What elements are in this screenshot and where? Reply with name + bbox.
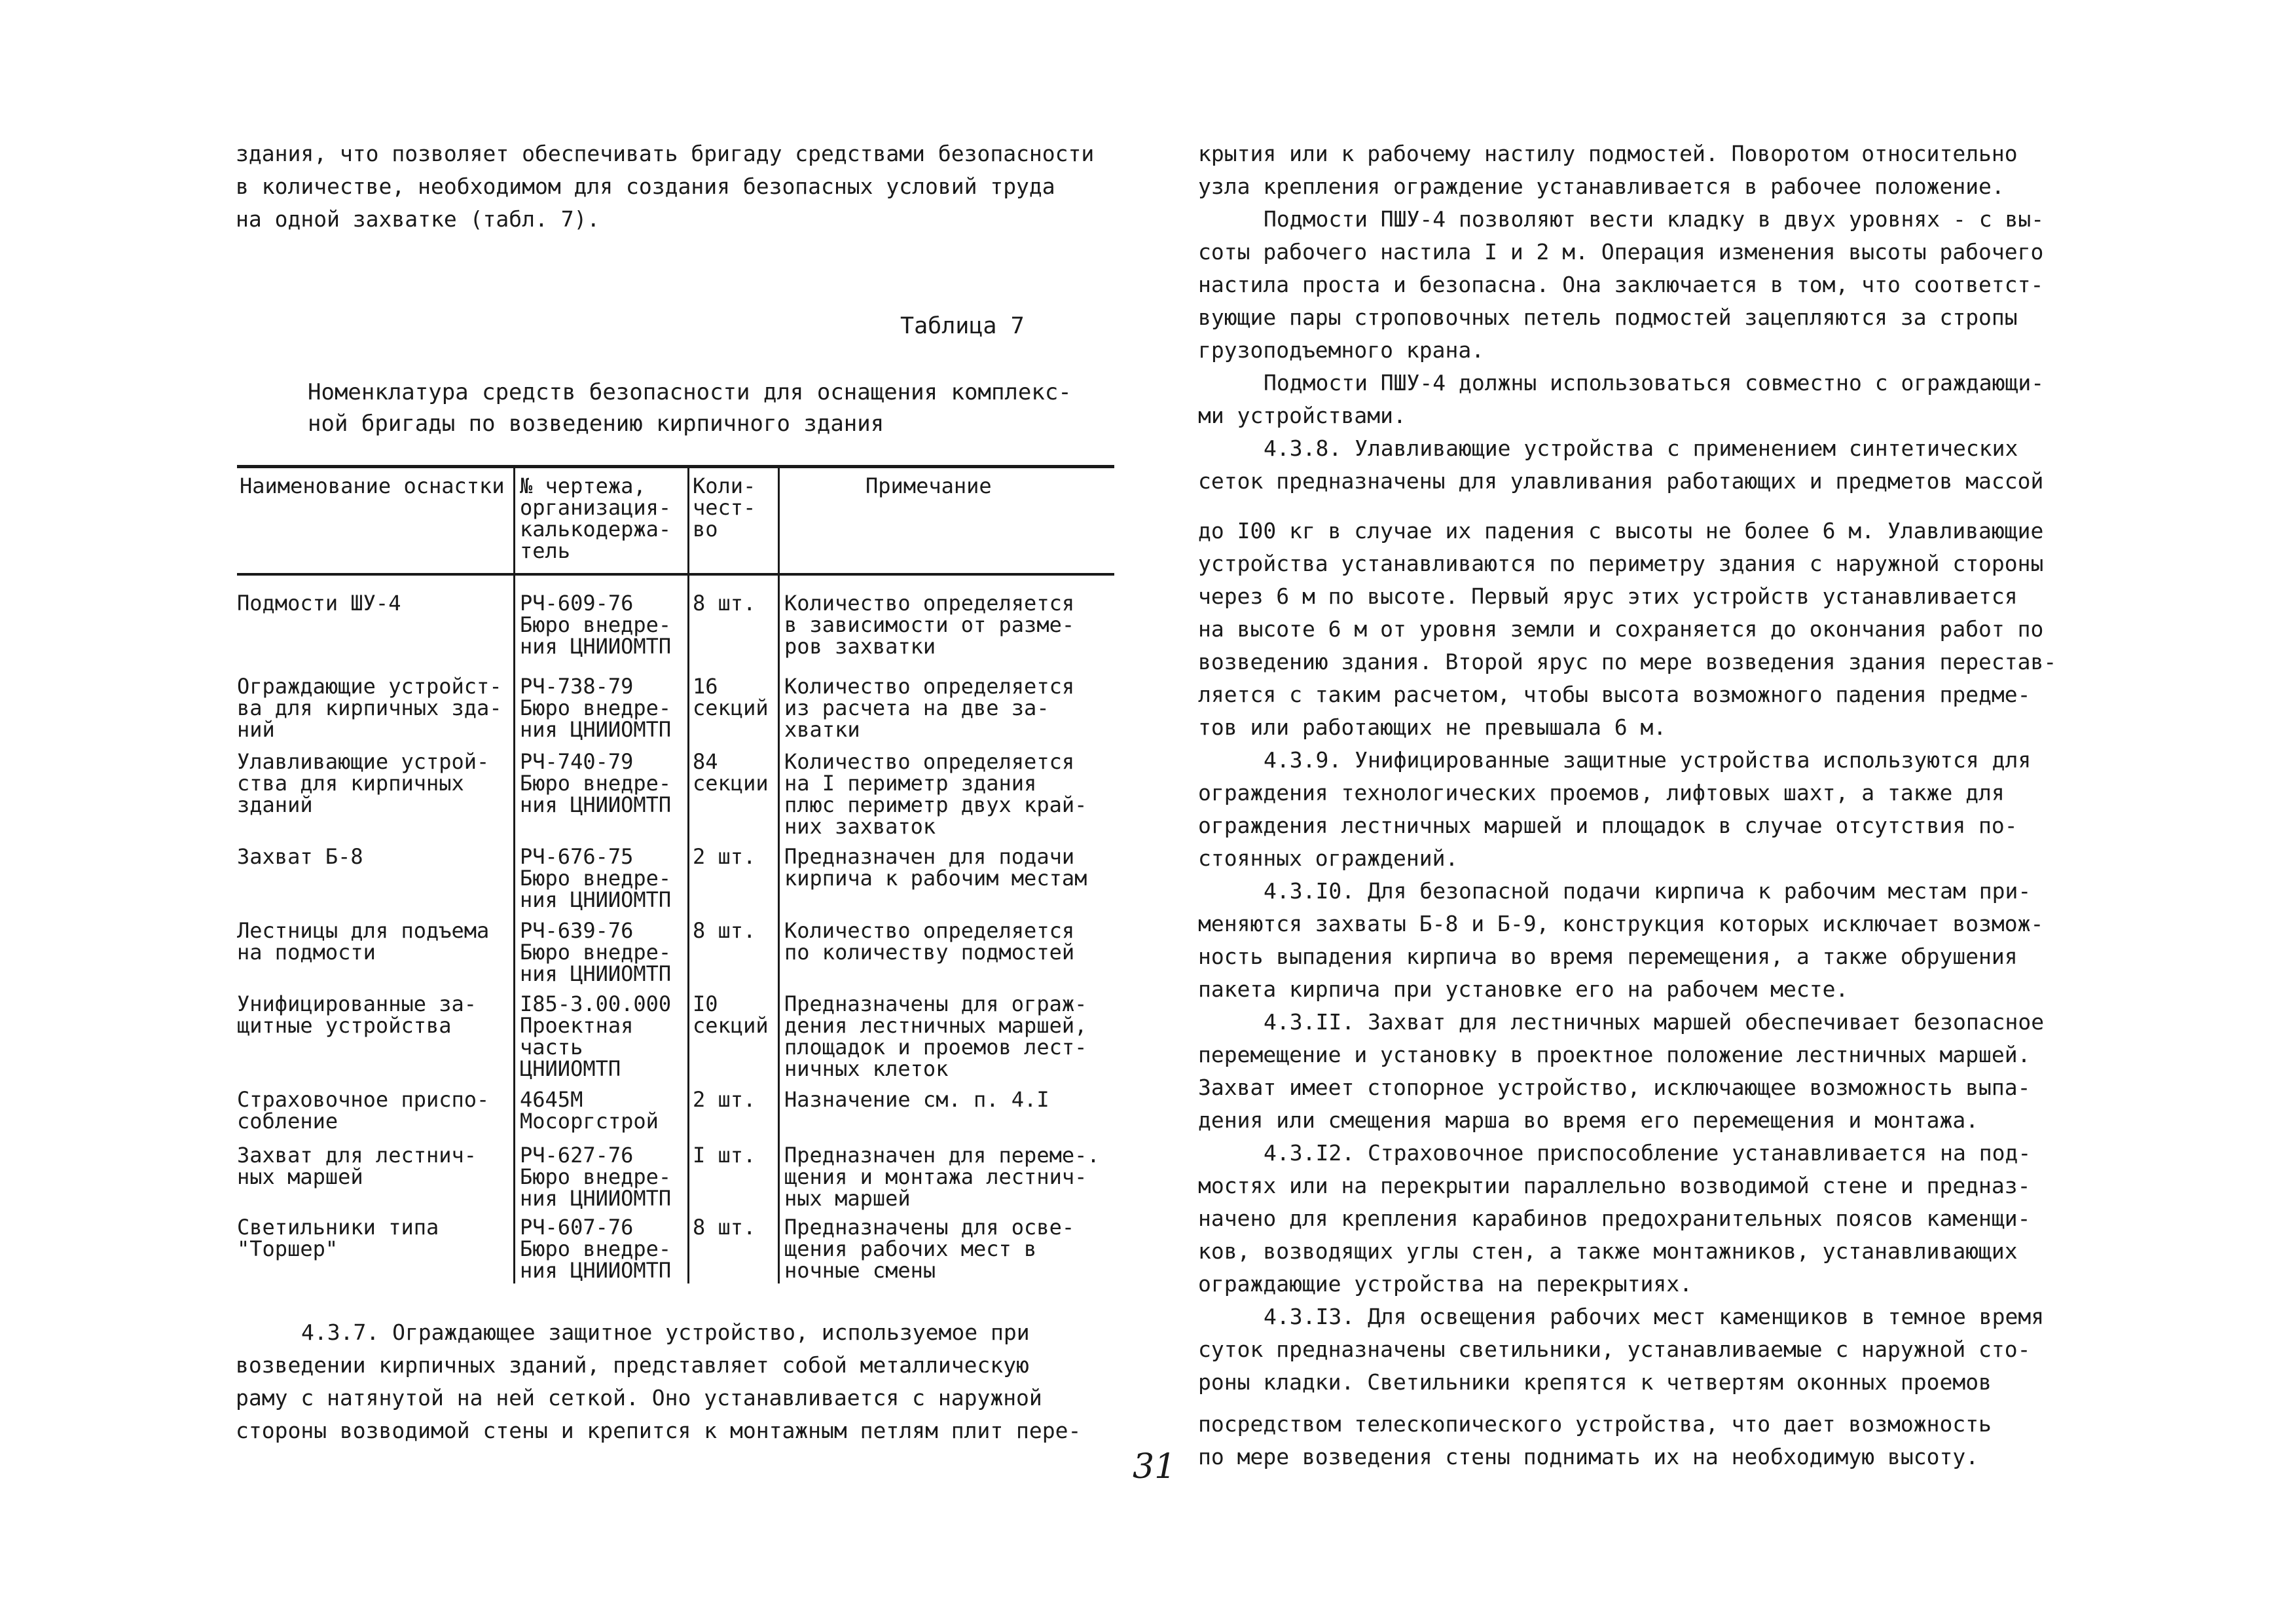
- paragraph-4-3-11: 4.3.II. Захват для лестничных маршей обеспечивает безопасное перемещение и установку в проектное положение лестничных маршей. Захват имеет стопорное устройство, исключающее возможность выпа- дения или смещения марша во время его перемещения и монтажа.: [1198, 1009, 2045, 1133]
- table-cell-note: Назначение см. п. 4.I: [784, 1087, 1049, 1112]
- left-column: [236, 138, 1133, 236]
- table-column-divider: [513, 465, 515, 1283]
- table-header-rule: [237, 573, 1114, 576]
- intro-paragraph: здания, что позволяет обеспечивать бригаду средствами безопасности в количестве, необходимом для создания безопасных условий труда на одной захватке (табл. 7).: [236, 141, 1095, 232]
- table-cell-note: Количество определяется на I периметр здания плюс периметр двух край- них захваток: [784, 749, 1087, 839]
- table-header-drawing: № чертежа, организация- калькодержа- тель: [520, 473, 672, 563]
- table-cell-quantity: 2 шт.: [693, 844, 756, 869]
- table-cell-drawing: РЧ-609-76 Бюро внедре- ния ЦНИИОМТП: [520, 591, 672, 659]
- table-caption: Номенклатура средств безопасности для оснащения комплекс- ной бригады по возведению кирпичного здания: [308, 379, 1072, 437]
- table-cell-quantity: 8 шт.: [693, 918, 756, 943]
- paragraph-4-3-8: 4.3.8. Улавливающие устройства с применением синтетических сеток предназначены для улавливания работающих и предметов массой: [1198, 435, 2044, 494]
- table-cell-name: Улавливающие устрой- ства для кирпичных зданий: [237, 749, 490, 817]
- table-header-name: Наименование оснастки: [240, 473, 505, 498]
- table-cell-quantity: 16 секций: [693, 674, 769, 720]
- table-cell-drawing: 4645М Мосоргстрой: [520, 1087, 659, 1134]
- paragraph-4-3-9: 4.3.9. Унифицированные защитные устройства используются для ограждения технологических проемов, лифтовых шахт, а также для ограждения лестничных маршей и площадок в случае отсутствия по- стоянных ограждений.: [1198, 747, 2032, 871]
- table-cell-quantity: 84 секции: [693, 749, 769, 796]
- table-column-divider: [778, 465, 780, 1283]
- table-cell-note: Предназначены для ограж- дения лестничных маршей, площадок и проемов лест- ничных клеток: [784, 991, 1087, 1081]
- table-cell-drawing: РЧ-740-79 Бюро внедре- ния ЦНИИОМТП: [520, 749, 672, 817]
- paragraph-4-3-13-cont: посредством телескопического устройства, что дает возможность по мере возведения стены поднимать их на необходимую высоту.: [1198, 1411, 1992, 1469]
- paragraph-pshu4-use: Подмости ПШУ-4 должны использоваться совместно с ограждающи- ми устройствами.: [1198, 370, 2045, 428]
- table-cell-note: Количество определяется по количеству подмостей: [784, 918, 1075, 965]
- paragraph-pshu4-levels: Подмости ПШУ-4 позволяют вести кладку в двух уровнях - с вы- соты рабочего настила I и 2 м. Операция изменения высоты рабочего настила проста и безопасна. Она заключается в том, что соответст- вующие пары строповочных петель подмостей зацепляются за стропы грузоподъемного крана.: [1198, 206, 2045, 363]
- table-cell-quantity: 8 шт.: [693, 591, 756, 616]
- paragraph-4-3-12: 4.3.I2. Страховочное приспособление устанавливается на под- мостях или на перекрытии параллельно возводимой стене и предназ- начено для крепления карабинов предохранительных поясов каменщи- ков, возводящих углы стен, а также монтажников, устанавливающих ограждающие устройства на перекрытиях.: [1198, 1140, 2032, 1297]
- paragraph-4-3-7-container: [236, 1316, 1139, 1447]
- table-cell-name: Лестницы для подъема на подмости: [237, 918, 490, 965]
- table-cell-note: Предназначен для переме-. щения и монтажа лестнич- ных маршей: [784, 1143, 1100, 1211]
- table-cell-drawing: РЧ-627-76 Бюро внедре- ния ЦНИИОМТП: [520, 1143, 672, 1211]
- table-cell-quantity: 8 шт.: [693, 1215, 756, 1240]
- table-cell-name: Страховочное приспо- собление: [237, 1087, 490, 1134]
- paragraph-4-3-13: 4.3.I3. Для освещения рабочих мест каменщиков в темное время суток предназначены светильники, устанавливаемые с наружной сто- роны кладки. Светильники крепятся к четвертям оконных проемов: [1198, 1304, 2045, 1395]
- table-cell-drawing: РЧ-738-79 Бюро внедре- ния ЦНИИОМТП: [520, 674, 672, 742]
- right-column: [1198, 138, 2102, 1473]
- table-cell-note: Количество определяется из расчета на две за- хватки: [784, 674, 1075, 742]
- table-cell-drawing: I85-3.00.000 Проектная часть ЦНИИОМТП: [520, 991, 672, 1081]
- table-cell-quantity: I шт.: [693, 1143, 756, 1168]
- table-top-rule: [237, 465, 1114, 468]
- table-cell-quantity: 2 шт.: [693, 1087, 756, 1112]
- table-cell-note: Предназначены для осве- щения рабочих мест в ночные смены: [784, 1215, 1075, 1283]
- table-column-divider: [687, 465, 689, 1283]
- page-number: 31: [1133, 1447, 1176, 1486]
- table-cell-name: Захват для лестнич- ных маршей: [237, 1143, 477, 1189]
- paragraph-4-3-8-cont: до I00 кг в случае их падения с высоты не более 6 м. Улавливающие устройства устанавливаются по периметру здания с наружной стороны через 6 м по высоте. Первый ярус этих устройств устанавливается на высоте 6 м от уровня земли и сохраняется до окончания работ по возведению здания. Второй ярус по мере возведения здания перестав- ляется с таким расчетом, чтобы высота возможного падения предме- тов или работающих не превышала 6 м.: [1198, 518, 2057, 740]
- table-header-note: Примечание: [866, 473, 992, 498]
- paragraph-continuation: крытия или к рабочему настилу подмостей. Поворотом относительно узла крепления ограждение устанавливается в рабочее положение.: [1198, 141, 2018, 199]
- table-cell-note: Предназначен для подачи кирпича к рабочим местам: [784, 844, 1087, 891]
- table-label: Таблица 7: [900, 313, 1025, 339]
- table-cell-name: Захват Б-8: [237, 844, 363, 869]
- table-cell-note: Количество определяется в зависимости от разме- ров захватки: [784, 591, 1075, 659]
- paragraph-4-3-10: 4.3.I0. Для безопасной подачи кирпича к рабочим местам при- меняются захваты Б-8 и Б-9, конструкция которых исключает возмож- ность выпадения кирпича во время перемещения, а также обрушения пакета кирпича при установке его на рабочем месте.: [1198, 878, 2044, 1002]
- table-cell-name: Светильники типа "Торшер": [237, 1215, 439, 1261]
- table-cell-drawing: РЧ-676-75 Бюро внедре- ния ЦНИИОМТП: [520, 844, 672, 912]
- table-cell-name: Унифицированные за- щитные устройства: [237, 991, 477, 1038]
- table-header-quantity: Коли- чест- во: [693, 473, 756, 542]
- table-cell-name: Подмости ШУ-4: [237, 591, 401, 616]
- table-cell-name: Ограждающие устройст- ва для кирпичных зда- ний: [237, 674, 502, 742]
- table-cell-drawing: РЧ-607-76 Бюро внедре- ния ЦНИИОМТП: [520, 1215, 672, 1283]
- table-cell-drawing: РЧ-639-76 Бюро внедре- ния ЦНИИОМТП: [520, 918, 672, 986]
- paragraph-4-3-7: 4.3.7. Ограждающее защитное устройство, используемое при возведении кирпичных зданий, представляет собой металлическую раму с натянутой на ней сеткой. Оно устанавливается с наружной стороны возводимой стены и крепится к монтажным петлям плит пере-: [236, 1320, 1082, 1443]
- table-cell-quantity: I0 секций: [693, 991, 769, 1038]
